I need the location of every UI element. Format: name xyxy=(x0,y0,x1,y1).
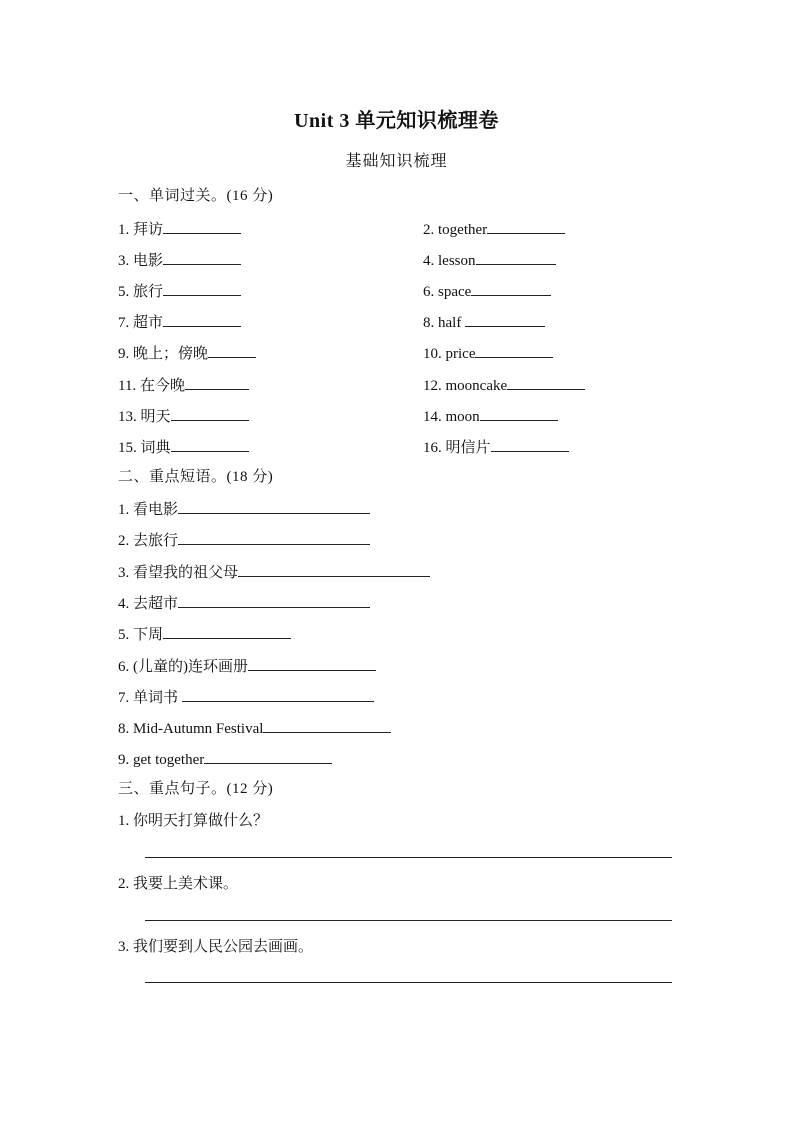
phrase-prompt: 4. 去超市 xyxy=(118,596,179,612)
vocab-prompt: 1. 拜访 xyxy=(118,222,164,238)
vocab-item-9 xyxy=(118,342,256,364)
vocab-item-12 xyxy=(423,374,585,396)
vocab-item-6 xyxy=(423,280,551,302)
vocab-item-5 xyxy=(118,280,241,302)
phrase-item-8 xyxy=(118,717,391,739)
phrase-item-6 xyxy=(118,655,376,677)
vocab-item-13 xyxy=(118,405,249,427)
phrase-item-9 xyxy=(118,748,332,770)
vocab-item-14 xyxy=(423,405,558,427)
phrase-blank[interactable] xyxy=(248,655,376,671)
vocab-prompt: 4. lesson xyxy=(423,253,476,269)
vocab-item-10 xyxy=(423,342,553,364)
vocab-blank[interactable] xyxy=(208,342,256,358)
phrase-prompt: 3. 看望我的祖父母 xyxy=(118,565,239,581)
phrase-prompt: 6. (儿童的)连环画册 xyxy=(118,659,248,675)
vocab-blank[interactable] xyxy=(163,218,241,234)
sentence-answer-line-3[interactable] xyxy=(145,982,672,983)
vocab-blank[interactable] xyxy=(491,436,569,452)
vocab-item-4 xyxy=(423,249,556,271)
phrase-blank[interactable] xyxy=(163,623,291,639)
vocab-item-8 xyxy=(423,311,545,333)
vocab-prompt: 13. 明天 xyxy=(118,409,171,425)
phrase-blank[interactable] xyxy=(178,529,370,545)
vocab-blank[interactable] xyxy=(171,405,249,421)
vocab-prompt: 10. price xyxy=(423,346,476,362)
vocab-prompt: 2. together xyxy=(423,222,488,238)
vocab-prompt: 5. 旅行 xyxy=(118,284,164,300)
phrase-blank[interactable] xyxy=(204,748,332,764)
vocab-blank[interactable] xyxy=(163,280,241,296)
sentence-answer-line-2[interactable] xyxy=(145,920,672,921)
vocab-blank[interactable] xyxy=(480,405,558,421)
sentence-item-1: 1. 你明天打算做什么？ xyxy=(118,813,269,829)
phrase-item-3 xyxy=(118,561,430,583)
vocab-blank[interactable] xyxy=(163,311,241,327)
vocab-blank[interactable] xyxy=(471,280,551,296)
vocab-blank[interactable] xyxy=(475,342,553,358)
vocab-prompt: 12. mooncake xyxy=(423,378,508,394)
phrase-item-1 xyxy=(118,498,370,520)
vocab-item-16 xyxy=(423,436,569,458)
phrase-blank[interactable] xyxy=(178,498,370,514)
vocab-prompt: 15. 词典 xyxy=(118,440,171,456)
sentence-item-2: 2. 我要上美术课。 xyxy=(118,876,239,892)
phrase-prompt: 9. get together xyxy=(118,752,205,768)
phrase-item-4 xyxy=(118,592,370,614)
vocab-blank[interactable] xyxy=(487,218,565,234)
vocab-item-15 xyxy=(118,436,249,458)
vocab-blank[interactable] xyxy=(507,374,585,390)
phrase-prompt: 1. 看电影 xyxy=(118,502,179,518)
phrase-item-7 xyxy=(118,686,374,708)
vocab-prompt: 11. 在今晚 xyxy=(118,378,185,394)
section1-heading: 一、单词过关。(16 分) xyxy=(118,188,274,204)
phrase-blank[interactable] xyxy=(178,592,370,608)
phrase-prompt: 7. 单词书 xyxy=(118,690,182,706)
vocab-prompt: 9. 晚上；傍晚 xyxy=(118,346,209,362)
phrase-prompt: 5. 下周 xyxy=(118,627,164,643)
vocab-prompt: 14. moon xyxy=(423,409,480,425)
vocab-item-11 xyxy=(118,374,249,396)
sentence-answer-line-1[interactable] xyxy=(145,857,672,858)
phrase-blank[interactable] xyxy=(182,686,374,702)
phrase-prompt: 2. 去旅行 xyxy=(118,533,179,549)
phrase-item-5 xyxy=(118,623,291,645)
section3-heading: 三、重点句子。(12 分) xyxy=(118,781,274,797)
phrase-blank[interactable] xyxy=(263,717,391,733)
vocab-item-2 xyxy=(423,218,565,240)
vocab-blank[interactable] xyxy=(476,249,556,265)
phrase-blank[interactable] xyxy=(238,561,430,577)
page-title: Unit 3 单元知识梳理卷 xyxy=(294,110,499,132)
vocab-prompt: 7. 超市 xyxy=(118,315,164,331)
vocab-prompt: 3. 电影 xyxy=(118,253,164,269)
phrase-item-2 xyxy=(118,529,370,551)
vocab-blank[interactable] xyxy=(171,436,249,452)
vocab-item-1 xyxy=(118,218,241,240)
vocab-blank[interactable] xyxy=(185,374,249,390)
phrase-prompt: 8. Mid-Autumn Festival xyxy=(118,721,264,737)
vocab-prompt: 16. 明信片 xyxy=(423,440,491,456)
vocab-item-3 xyxy=(118,249,241,271)
section2-heading: 二、重点短语。(18 分) xyxy=(118,469,274,485)
sentence-item-3: 3. 我们要到人民公园去画画。 xyxy=(118,939,314,955)
vocab-blank[interactable] xyxy=(163,249,241,265)
vocab-item-7 xyxy=(118,311,241,333)
vocab-prompt: 6. space xyxy=(423,284,472,300)
page-subtitle: 基础知识梳理 xyxy=(345,153,448,170)
vocab-prompt: 8. half xyxy=(423,315,466,331)
vocab-blank[interactable] xyxy=(465,311,545,327)
